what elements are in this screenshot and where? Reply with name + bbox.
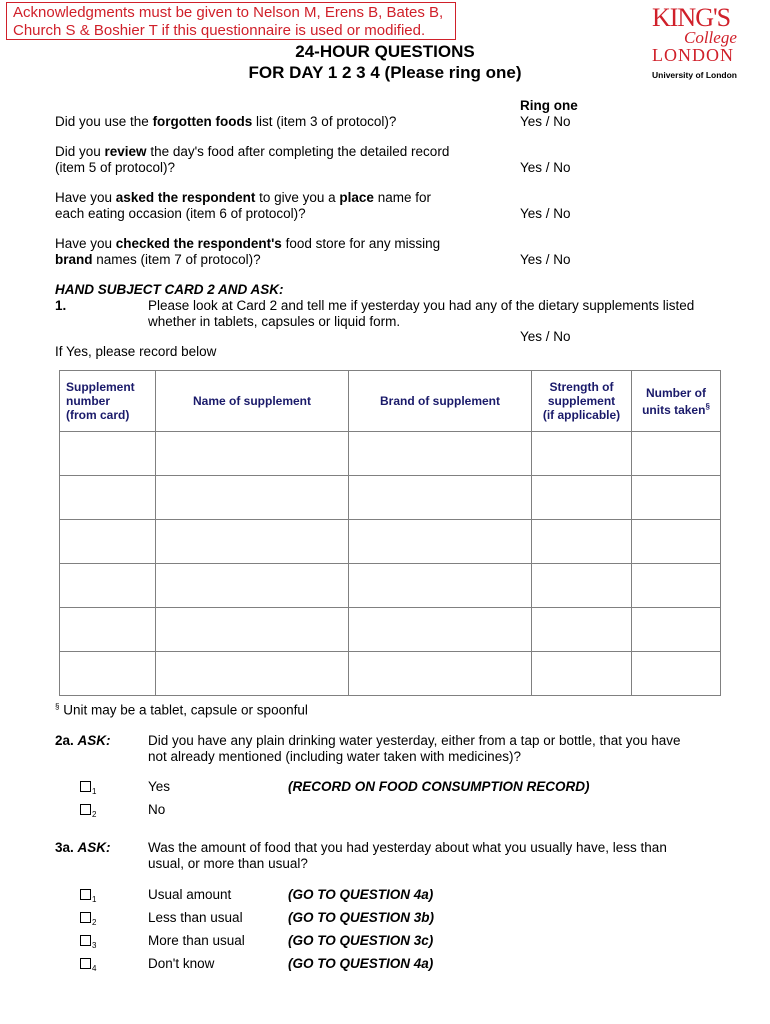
table-row xyxy=(60,432,721,476)
table-cell[interactable] xyxy=(156,652,349,696)
table-cell[interactable] xyxy=(349,652,532,696)
q3a-question xyxy=(148,840,748,872)
checkbox-icon xyxy=(80,781,91,792)
logo-college: College xyxy=(684,28,737,47)
q-text: food store for any missing xyxy=(281,236,441,251)
q2a-number: 2a. xyxy=(55,733,74,748)
supplement-table-body xyxy=(60,432,721,696)
table-cell[interactable] xyxy=(532,652,632,696)
q2a-text-line2: not already mentioned (including water taken with medicines)? xyxy=(148,749,521,764)
table-header-row xyxy=(60,371,721,432)
q3a-option-usual-checkbox[interactable] xyxy=(80,887,96,908)
unit-footnote xyxy=(55,702,308,718)
table-cell[interactable] xyxy=(532,564,632,608)
q2a-ask: ASK: xyxy=(77,733,111,748)
table-cell[interactable] xyxy=(632,476,721,520)
section-mark: § xyxy=(705,401,710,411)
day-selector-title: FOR DAY 1 2 3 4 (Please ring one) xyxy=(248,63,522,82)
card2-answer-yes-no[interactable]: Yes / No xyxy=(520,329,571,344)
q2a-option-yes-instruction: (RECORD ON FOOD CONSUMPTION RECORD) xyxy=(288,779,590,794)
answer-yes-no[interactable]: Yes / No xyxy=(520,252,571,267)
answer-yes-no[interactable]: Yes / No xyxy=(520,160,571,175)
acknowledgement-box xyxy=(6,2,456,40)
question-brand-names xyxy=(55,236,505,268)
q3a-option-usual-label: Usual amount xyxy=(148,887,232,902)
ring-one-heading: Ring one xyxy=(520,98,578,113)
header-line: Number of xyxy=(646,385,706,400)
table-cell[interactable] xyxy=(60,432,156,476)
table-row xyxy=(60,476,721,520)
logo-subtitle: University of London xyxy=(652,70,737,80)
card2-heading: HAND SUBJECT CARD 2 AND ASK: xyxy=(55,282,284,297)
table-row xyxy=(60,608,721,652)
checkbox-icon xyxy=(80,889,91,900)
question-place-name xyxy=(55,190,505,222)
logo-london: LONDON xyxy=(652,45,734,65)
footnote-text: Unit may be a tablet, capsule or spoonful xyxy=(59,702,308,718)
q-bold: brand xyxy=(55,252,93,267)
q-bold: forgotten foods xyxy=(152,114,253,129)
card2-text-line2: whether in tablets, capsules or liquid form. xyxy=(148,314,401,329)
header-number-of-units xyxy=(632,371,721,432)
option-code: 4 xyxy=(92,964,97,973)
table-cell[interactable] xyxy=(532,432,632,476)
answer-yes-no[interactable]: Yes / No xyxy=(520,206,571,221)
q-text: Did you xyxy=(55,144,105,159)
table-cell[interactable] xyxy=(532,608,632,652)
table-cell[interactable] xyxy=(632,432,721,476)
table-cell[interactable] xyxy=(156,608,349,652)
q3a-ask: ASK: xyxy=(77,840,111,855)
header-line: number xyxy=(66,394,111,408)
q3a-option-less-label: Less than usual xyxy=(148,910,243,925)
q3a-option-more-instruction: (GO TO QUESTION 3c) xyxy=(288,933,434,948)
acknowledgement-line-2: Church S & Boshier T if this questionnaire is used or modified. xyxy=(13,22,426,39)
table-cell[interactable] xyxy=(60,652,156,696)
header-line: Strength of xyxy=(549,380,614,394)
table-cell[interactable] xyxy=(632,520,721,564)
q-bold: place xyxy=(339,190,374,205)
table-cell[interactable] xyxy=(60,564,156,608)
header-line: supplement xyxy=(547,394,616,408)
q2a-option-yes-label: Yes xyxy=(148,779,171,794)
q3a-option-less-instruction: (GO TO QUESTION 3b) xyxy=(288,910,435,925)
q-text-line2: (item 5 of protocol)? xyxy=(55,160,176,175)
table-cell[interactable] xyxy=(156,432,349,476)
table-cell[interactable] xyxy=(60,608,156,652)
q-bold: review xyxy=(104,144,147,159)
page-title: 24-HOUR QUESTIONS xyxy=(295,42,475,61)
header-line: (from card) xyxy=(66,408,130,422)
table-row xyxy=(60,520,721,564)
section-mark: § xyxy=(55,702,60,711)
table-cell[interactable] xyxy=(349,564,532,608)
question-forgotten-foods xyxy=(55,114,505,130)
q-text: name for xyxy=(373,190,431,205)
q3a-option-dontknow-label: Don't know xyxy=(148,956,215,971)
checkbox-icon xyxy=(80,958,91,969)
header-line: (if applicable) xyxy=(542,408,621,422)
table-cell[interactable] xyxy=(349,432,532,476)
header-supplement-number xyxy=(60,371,156,432)
table-cell[interactable] xyxy=(632,608,721,652)
q3a-option-usual-instruction: (GO TO QUESTION 4a) xyxy=(288,887,434,902)
q3a-number: 3a. xyxy=(55,840,74,855)
table-cell[interactable] xyxy=(532,520,632,564)
checkbox-icon xyxy=(80,935,91,946)
q-bold: checked the respondent's xyxy=(115,236,282,251)
header-line: Supplement xyxy=(66,380,135,394)
checkbox-icon xyxy=(80,912,91,923)
table-cell[interactable] xyxy=(532,476,632,520)
if-yes-instruction: If Yes, please record below xyxy=(55,344,217,359)
question-review xyxy=(55,144,515,176)
q-text: to give you a xyxy=(255,190,340,205)
table-cell[interactable] xyxy=(60,520,156,564)
q-text: list (item 3 of protocol)? xyxy=(252,114,397,129)
q2a-option-no-checkbox[interactable] xyxy=(80,802,96,823)
q-text: Have you xyxy=(55,190,116,205)
q3a-option-more-label: More than usual xyxy=(148,933,245,948)
header-brand-of-supplement: Brand of supplement xyxy=(349,371,532,432)
table-cell[interactable] xyxy=(632,564,721,608)
q3a-option-dontknow-checkbox[interactable] xyxy=(80,956,96,977)
table-cell[interactable] xyxy=(60,476,156,520)
header-strength xyxy=(532,371,632,432)
table-cell[interactable] xyxy=(632,652,721,696)
table-row xyxy=(60,564,721,608)
logo-brand: KING'S xyxy=(652,3,731,32)
table-cell[interactable] xyxy=(349,520,532,564)
q3a-option-dontknow-instruction: (GO TO QUESTION 4a) xyxy=(288,956,434,971)
q2a-option-yes-checkbox[interactable] xyxy=(80,779,96,800)
q-text-line2: names (item 7 of protocol)? xyxy=(92,252,261,267)
q3a-text-line2: usual, or more than usual? xyxy=(148,856,308,871)
option-code: 3 xyxy=(92,941,97,950)
q2a-question xyxy=(148,733,748,765)
q-text: Have you xyxy=(55,236,116,251)
table-cell[interactable] xyxy=(156,564,349,608)
header-units-text: units taken xyxy=(642,402,706,417)
checkbox-icon xyxy=(80,804,91,815)
header-name-of-supplement: Name of supplement xyxy=(156,371,349,432)
q2a-option-no-label: No xyxy=(148,802,166,817)
header-line xyxy=(632,400,720,417)
acknowledgement-line-1: Acknowledgments must be given to Nelson M, Erens B, Bates B, xyxy=(13,4,444,21)
table-cell[interactable] xyxy=(156,520,349,564)
option-code: 1 xyxy=(92,787,97,796)
q3a-option-less-checkbox[interactable] xyxy=(80,910,96,931)
table-cell[interactable] xyxy=(156,476,349,520)
table-cell[interactable] xyxy=(349,608,532,652)
option-code: 2 xyxy=(92,810,97,819)
card2-number: 1. xyxy=(55,298,67,313)
option-code: 2 xyxy=(92,918,97,927)
supplement-table xyxy=(59,370,721,696)
q-text: Did you use the xyxy=(55,114,153,129)
table-row xyxy=(60,652,721,696)
kings-college-logo xyxy=(652,3,762,65)
option-code: 1 xyxy=(92,895,97,904)
card2-question xyxy=(148,298,748,330)
q3a-option-more-checkbox[interactable] xyxy=(80,933,96,954)
q2a-text-line1: Did you have any plain drinking water yesterday, either from a tap or bottle, that you have xyxy=(148,733,681,748)
q-bold: asked the respondent xyxy=(115,190,256,205)
answer-yes-no[interactable]: Yes / No xyxy=(520,114,571,129)
table-cell[interactable] xyxy=(349,476,532,520)
q-text: the day's food after completing the detailed record xyxy=(146,144,450,159)
q2a-label xyxy=(55,733,111,748)
q3a-label xyxy=(55,840,111,855)
q-text-line2: each eating occasion (item 6 of protocol)? xyxy=(55,206,306,221)
q3a-text-line1: Was the amount of food that you had yesterday about what you usually have, less than xyxy=(148,840,667,855)
card2-text-line1: Please look at Card 2 and tell me if yesterday you had any of the dietary supplements listed xyxy=(148,298,695,313)
